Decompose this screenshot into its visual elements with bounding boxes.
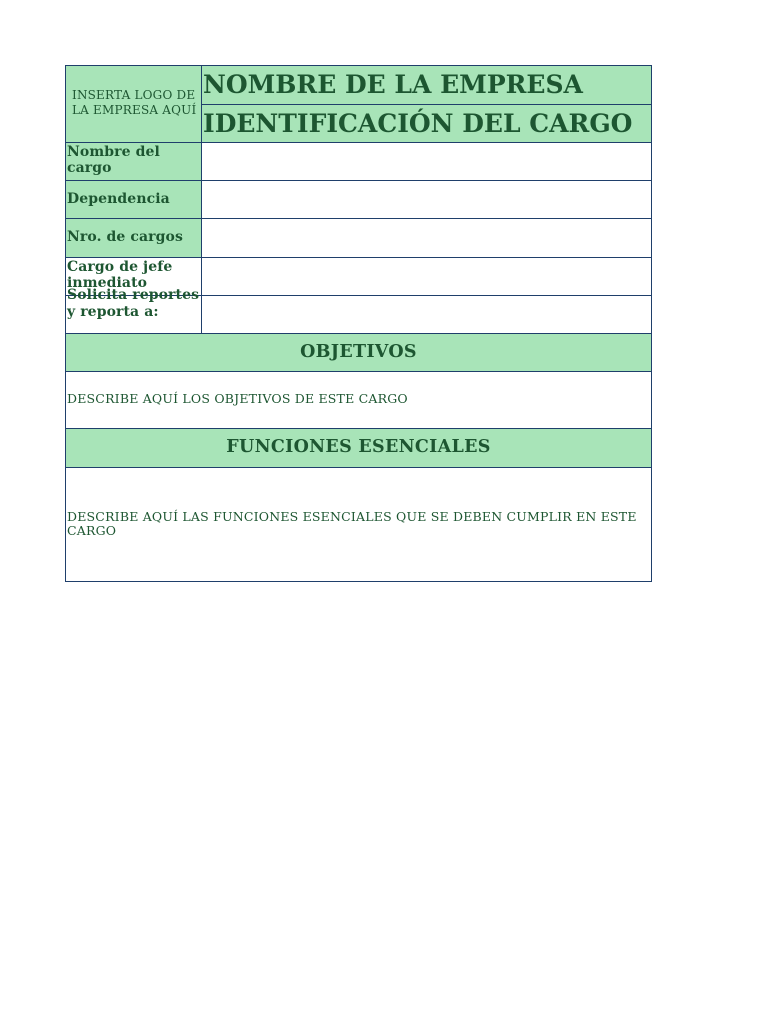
logo-placeholder[interactable] xyxy=(65,65,202,143)
functions-description-text: DESCRIBE AQUÍ LAS FUNCIONES ESENCIALES QUE SE DEBEN CUMPLIR EN ESTE CARGO xyxy=(67,509,637,538)
logo-placeholder-text: INSERTA LOGO DE LA EMPRESA AQUÍ xyxy=(72,88,197,117)
objectives-heading-text: OBJETIVOS xyxy=(300,342,417,362)
functions-description[interactable] xyxy=(65,467,652,582)
field-label-text: Nro. de cargos xyxy=(67,229,183,245)
functions-heading xyxy=(65,428,652,468)
field-label-dependencia xyxy=(65,180,202,219)
form-title xyxy=(201,104,652,143)
functions-heading-text: FUNCIONES ESENCIALES xyxy=(226,437,491,457)
objectives-heading xyxy=(65,333,652,372)
job-identification-form xyxy=(65,65,652,582)
field-input-nombre-del-cargo[interactable] xyxy=(201,142,652,181)
field-label-text: Solicita reportes y reporta a: xyxy=(67,287,200,320)
company-name[interactable] xyxy=(201,65,652,105)
objectives-description[interactable] xyxy=(65,371,652,429)
field-input-dependencia[interactable] xyxy=(201,180,652,219)
field-input-solicita-reportes[interactable] xyxy=(201,295,652,334)
field-label-text: Nombre del cargo xyxy=(67,144,160,176)
company-name-text: NOMBRE DE LA EMPRESA xyxy=(203,70,583,99)
field-label-text: Cargo de jefe inmediato xyxy=(67,259,173,291)
field-input-cargo-de-jefe-inmediato[interactable] xyxy=(201,257,652,296)
field-label-nro-de-cargos xyxy=(65,218,202,258)
field-input-nro-de-cargos[interactable] xyxy=(201,218,652,258)
field-label-nombre-del-cargo xyxy=(65,142,202,181)
field-label-text: Dependencia xyxy=(67,191,170,207)
form-title-text: IDENTIFICACIÓN DEL CARGO xyxy=(203,109,633,138)
field-label-solicita-reportes xyxy=(65,287,202,334)
objectives-description-text: DESCRIBE AQUÍ LOS OBJETIVOS DE ESTE CARGO xyxy=(67,391,408,406)
